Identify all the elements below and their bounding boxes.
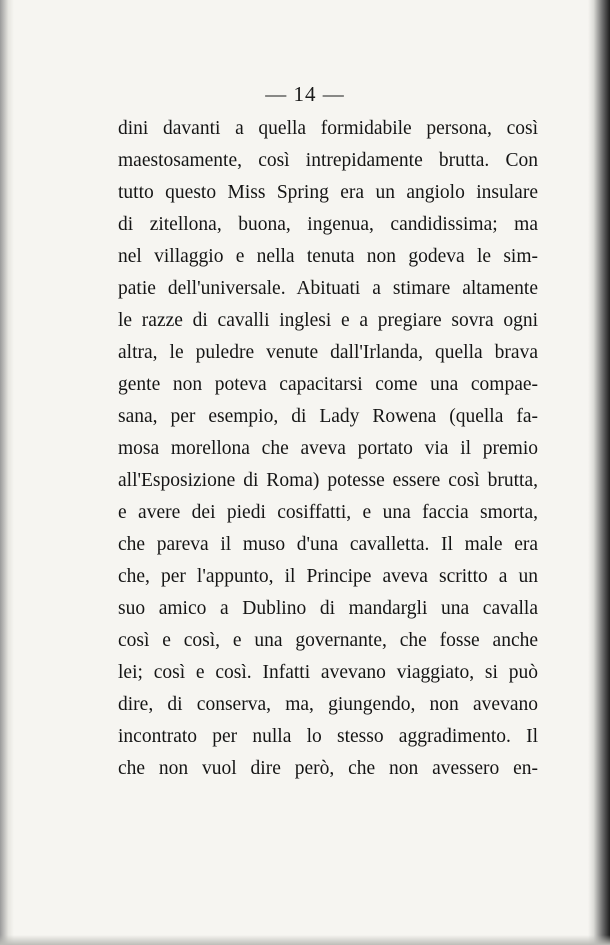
text-line: che non vuol dire però, che non avessero en- (118, 758, 538, 779)
text-line: all'Esposizione di Roma) potesse essere così brutta, (118, 470, 538, 491)
text-line: maestosamente, così intrepidamente brutta. Con (118, 150, 538, 171)
text-line: di zitellona, buona, ingenua, candidissima; ma (118, 214, 538, 235)
text-line: gente non poteva capacitarsi come una compae- (118, 374, 538, 395)
text-line: suo amico a Dublino di mandargli una cavalla (118, 598, 538, 619)
text-line: così e così, e una governante, che fosse anche (118, 630, 538, 651)
text-line: mosa morellona che aveva portato via il premio (118, 438, 538, 459)
text-line: nel villaggio e nella tenuta non godeva le sim- (118, 246, 538, 267)
text-line: patie dell'universale. Abituati a stimare altamente (118, 278, 538, 299)
text-line: che, per l'appunto, il Principe aveva scritto a un (118, 566, 538, 587)
text-line: dire, di conserva, ma, giungendo, non avevano (118, 694, 538, 715)
body-text (118, 113, 538, 785)
text-line: dini davanti a quella formidabile persona, così (118, 118, 538, 139)
text-line: le razze di cavalli inglesi e a pregiare sovra ogni (118, 310, 538, 331)
page-edge-right (588, 0, 610, 945)
text-line: incontrato per nulla lo stesso aggradimento. Il (118, 726, 538, 747)
text-line: e avere dei piedi cosiffatti, e una faccia smorta, (118, 502, 538, 523)
page-edge-bottom (0, 935, 610, 945)
text-line: sana, per esempio, di Lady Rowena (quella fa- (118, 406, 538, 427)
text-line: che pareva il muso d'una cavalletta. Il male era (118, 534, 538, 555)
text-line: tutto questo Miss Spring era un angiolo insulare (118, 182, 538, 203)
text-line: altra, le puledre venute dall'Irlanda, quella brava (118, 342, 538, 363)
page-number: — 14 — (265, 82, 345, 106)
text-line: lei; così e così. Infatti avevano viaggiato, si può (118, 662, 538, 683)
page-edge-left (0, 0, 14, 945)
